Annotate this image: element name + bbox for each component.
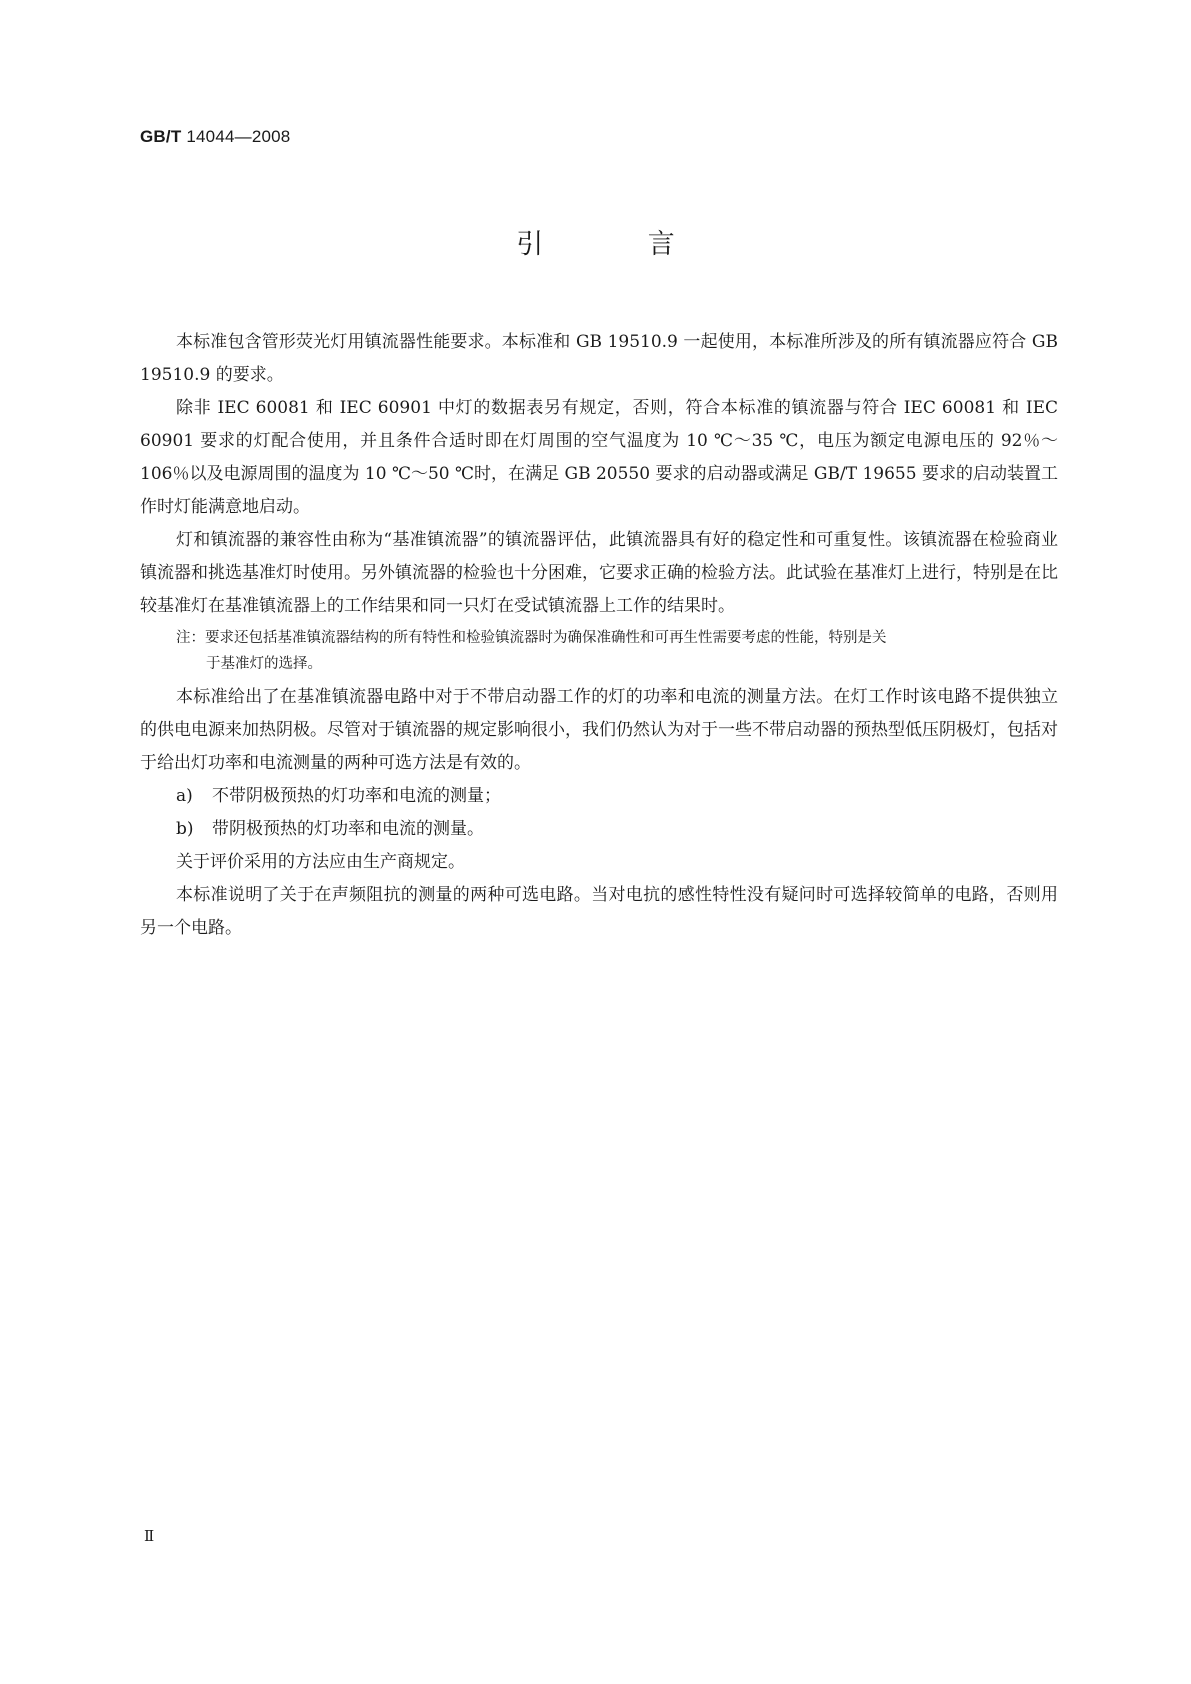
note-text-line-2: 于基准灯的选择。: [206, 656, 322, 672]
document-id-prefix: GB/T: [140, 127, 182, 146]
paragraph-measurement-method: 本标准给出了在基准镇流器电路中对于不带启动器工作的灯的功率和电流的测量方法。在灯工作时该电路不提供独立的供电电源来加热阴极。尽管对于镇流器的规定影响很小，我们仍然认为对于一些不带启动器的预热型低压阴极灯，包括对于给出灯功率和电流测量的两种可选方法是有效的。: [140, 687, 1058, 773]
list-marker-b: b): [176, 819, 194, 839]
paragraph-audio-impedance: 本标准说明了关于在声频阻抗的测量的两种可选电路。当对电抗的感性特性没有疑问时可选择较简单的电路，否则用另一个电路。: [140, 885, 1058, 938]
list-item-b: [140, 813, 1058, 846]
list-text-a: 不带阴极预热的灯功率和电流的测量；: [212, 786, 501, 806]
document-id-number: 14044—2008: [186, 127, 291, 146]
note-text-line-1: 要求还包括基准镇流器结构的所有特性和检验镇流器时为确保准确性和可再生性需要考虑的性能，特别是关: [205, 630, 887, 646]
paragraph-reference-ballast: 灯和镇流器的兼容性由称为“基准镇流器”的镇流器评估，此镇流器具有好的稳定性和可重复性。该镇流器在检验商业镇流器和挑选基准灯时使用。另外镇流器的检验也十分困难，它要求正确的检验方法。此试验在基准灯上进行，特别是在比较基准灯在基准镇流器上的工作结果和同一只灯在受试镇流器上工作的结果时。: [140, 530, 1058, 616]
document-body: [140, 326, 1058, 945]
page-number: Ⅱ: [144, 1529, 155, 1545]
list-marker-a: a): [176, 786, 193, 806]
list-text-b: 带阴极预热的灯功率和电流的测量。: [212, 819, 484, 839]
paragraph-scope: 本标准包含管形荧光灯用镇流器性能要求。本标准和 GB 19510.9 一起使用，本标准所涉及的所有镇流器应符合 GB 19510.9 的要求。: [140, 332, 1058, 385]
document-id: [140, 127, 290, 147]
paragraph-evaluation-method: 关于评价采用的方法应由生产商规定。: [176, 852, 465, 872]
note: [140, 625, 1058, 677]
page-title: 引 言: [516, 229, 723, 260]
paragraph-starting-conditions: 除非 IEC 60081 和 IEC 60901 中灯的数据表另有规定，否则，符合本标准的镇流器与符合 IEC 60081 和 IEC 60901 要求的灯配合使用，并且条件合适时即在灯周围的空气温度为 10 ℃～35 ℃，电压为额定电源电压的 92％～106％以及电源周围的温度为 10 ℃～50 ℃时，在满足 GB 20550 要求的启动器或满足 GB/T 19655 要求的启动装置工作时灯能满意地启动。: [140, 398, 1058, 517]
note-label: 注：: [176, 630, 205, 646]
list-item-a: [140, 780, 1058, 813]
